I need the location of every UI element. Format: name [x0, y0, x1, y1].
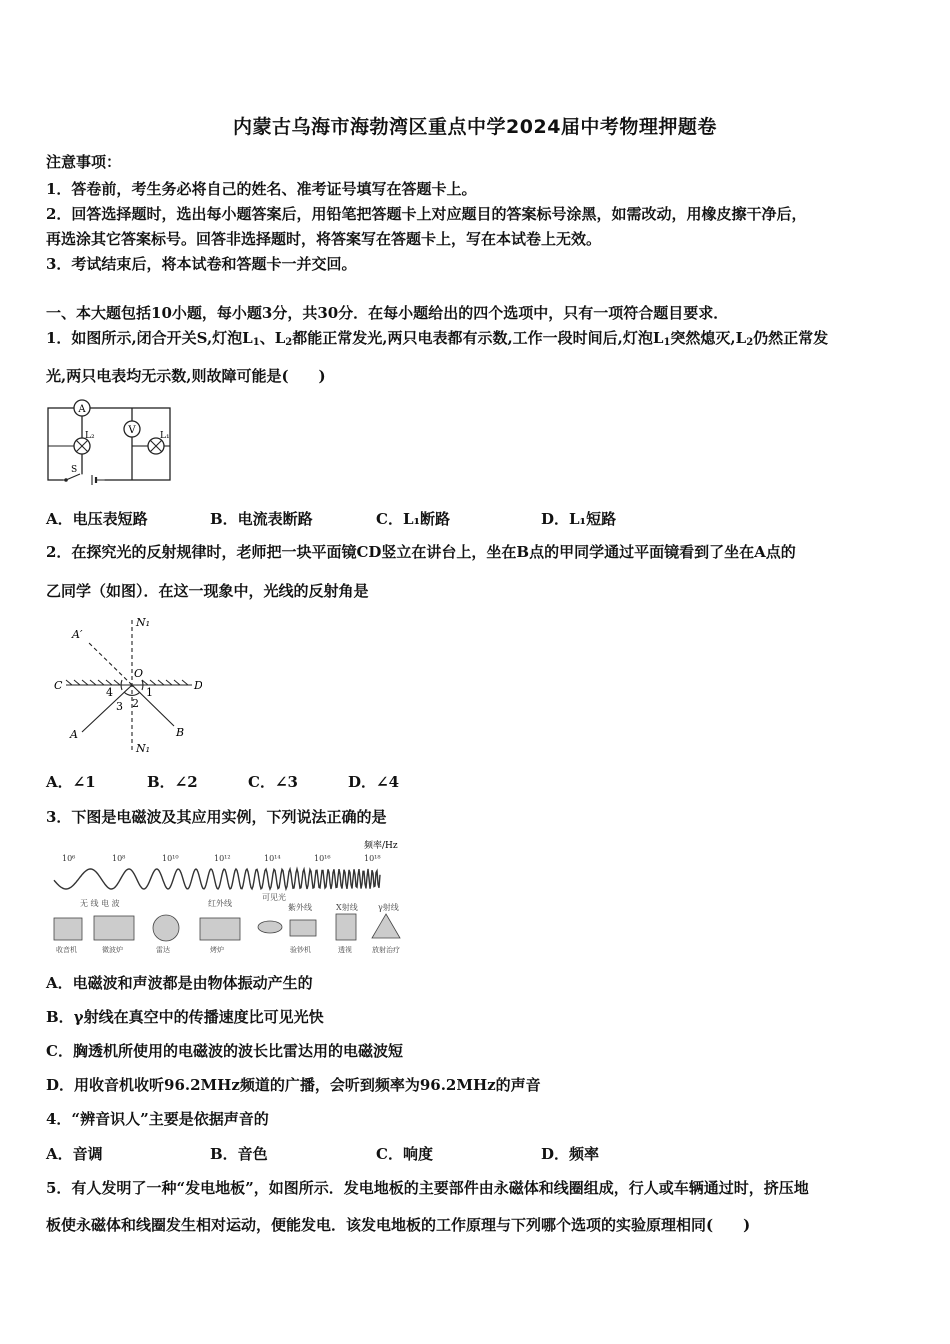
- q2-stem-line2: 乙同学（如图）．在这一现象中，光线的反射角是: [46, 582, 369, 600]
- app-microwave: 微波炉: [102, 946, 123, 954]
- notice-item-2-cont: 再选涂其它答案标号。回答非选择题时，将答案写在答题卡上，写在本试卷上无效。: [46, 230, 602, 248]
- label-d: D: [194, 679, 202, 692]
- q2-reflection-figure: [52, 614, 202, 760]
- band-uv: 紫外线: [288, 903, 312, 912]
- freq-axis-label: 频率/Hz: [364, 841, 398, 851]
- q1-option-d: D．L₁短路: [541, 510, 617, 528]
- label-angle-1: 1: [146, 686, 153, 699]
- exp-5: 10¹⁴: [264, 854, 281, 863]
- app-radar: 雷达: [156, 946, 170, 954]
- q3-option-b: B．γ射线在真空中的传播速度比可见光快: [46, 1008, 324, 1026]
- band-infrared: 红外线: [208, 899, 232, 908]
- q3-option-c: C．胸透机所使用的电磁波的波长比雷达用的电磁波短: [46, 1042, 403, 1060]
- page-title: 内蒙古乌海市海勃湾区重点中学2024届中考物理押题卷: [233, 116, 717, 138]
- radio-icon: [54, 918, 82, 940]
- exp-7: 10¹⁸: [364, 854, 381, 863]
- app-money-detector: 验钞机: [290, 946, 311, 954]
- q4-option-b: B．音色: [210, 1145, 268, 1163]
- section-1-instructions: 一、本大题包括10小题，每小题3分，共30分．在每小题给出的四个选项中，只有一项符合题目要求．: [46, 304, 729, 322]
- q5-stem-line1: 5．有人发明了一种“发电地板”，如图所示．发电地板的主要部件由永磁体和线圈组成，行人或车辆通过时，挤压地: [46, 1179, 809, 1197]
- label-n1-top: N₁: [136, 616, 151, 629]
- q1-option-c: C．L₁断路: [376, 510, 451, 528]
- label-angle-3: 3: [116, 700, 123, 713]
- radiation-icon: [372, 914, 400, 938]
- q3-option-a: A．电磁波和声波都是由物体振动产生的: [46, 974, 313, 992]
- app-radiotherapy: 放射治疗: [372, 946, 400, 954]
- notice-item-3: 3．考试结束后，将本试卷和答题卡一并交回。: [46, 255, 357, 273]
- label-n1-bottom: N₁: [136, 742, 151, 755]
- band-visible: 可见光: [262, 893, 286, 902]
- label-a-prime: A′: [72, 628, 83, 641]
- exp-3: 10¹⁰: [162, 854, 179, 863]
- label-b: B: [176, 726, 185, 739]
- ammeter-label: A: [78, 404, 86, 415]
- radar-icon: [153, 915, 179, 941]
- band-xray: X射线: [336, 903, 358, 912]
- notice-heading: 注意事项：: [46, 153, 122, 171]
- q2-option-d: D．∠4: [348, 773, 400, 791]
- q2-option-b: B．∠2: [147, 773, 198, 791]
- q2-option-a: A．∠1: [46, 773, 96, 791]
- label-o: O: [134, 667, 144, 680]
- q1-stem-line2: 光,两只电表均无示数,则故障可能是( ): [46, 367, 326, 385]
- q1-stem-line1: 1．如图所示,闭合开关S,灯泡$L_1$、$L_2$都能正常发光,两只电表都有示数,工作一段时间后,灯泡$L_1$突然熄灭$,L_2$仍然正常发: [46, 329, 829, 348]
- label-angle-2: 2: [132, 697, 139, 710]
- band-gamma: γ射线: [378, 903, 399, 912]
- q3-option-d: D．用收音机收听96.2MHz频道的广播，会听到频率为96.2MHz的声音: [46, 1076, 541, 1094]
- notice-item-2: 2．回答选择题时，选出每小题答案后，用铅笔把答题卡上对应题目的答案标号涂黑，如需改动，用橡皮擦干净后，: [46, 205, 807, 223]
- money-detector-icon: [290, 920, 316, 936]
- exp-6: 10¹⁶: [314, 854, 331, 863]
- q4-option-c: C．响度: [376, 1145, 433, 1163]
- q1-option-a: A．电压表短路: [46, 510, 148, 528]
- xray-hand-icon: [336, 914, 356, 940]
- band-radio: 无 线 电 波: [80, 899, 120, 908]
- switch-label: S: [71, 465, 78, 475]
- label-a: A: [70, 728, 78, 741]
- oven-icon: [200, 918, 240, 940]
- app-oven: 烤炉: [210, 946, 224, 954]
- q1-option-b: B．电流表断路: [210, 510, 313, 528]
- exp-4: 10¹²: [214, 854, 231, 863]
- app-xray: 透视: [338, 946, 352, 954]
- exp-2: 10⁸: [112, 854, 126, 863]
- q3-stem: 3．下图是电磁波及其应用实例，下列说法正确的是: [46, 808, 387, 826]
- q2-stem-line1: 2．在探究光的反射规律时，老师把一块平面镜CD竖立在讲台上，坐在B点的甲同学通过平面镜看到了坐在A点的: [46, 543, 796, 561]
- q4-option-d: D．频率: [541, 1145, 600, 1163]
- q4-stem: 4．“辨音识人”主要是依据声音的: [46, 1110, 269, 1128]
- label-c: C: [54, 679, 63, 692]
- notice-item-1: 1．答卷前，考生务必将自己的姓名、准考证号填写在答题卡上。: [46, 180, 477, 198]
- q3-spectrum-figure: [50, 836, 412, 962]
- app-radio: 收音机: [56, 946, 77, 954]
- eye-icon: [258, 921, 282, 933]
- microwave-icon: [94, 916, 134, 940]
- label-angle-4: 4: [106, 686, 113, 699]
- exp-1: 10⁶: [62, 854, 76, 863]
- q1-circuit-figure: [44, 396, 184, 492]
- q4-option-a: A．音调: [46, 1145, 103, 1163]
- spectrum-wave: [54, 869, 380, 889]
- lamp-l2-label: L₂: [85, 431, 95, 441]
- voltmeter-label: V: [128, 425, 136, 436]
- lamp-l1-label: L₁: [160, 431, 170, 441]
- q5-stem-line2: 板使永磁体和线圈发生相对运动，便能发电．该发电地板的工作原理与下列哪个选项的实验原理相同( ): [46, 1216, 751, 1234]
- q2-option-c: C．∠3: [248, 773, 298, 791]
